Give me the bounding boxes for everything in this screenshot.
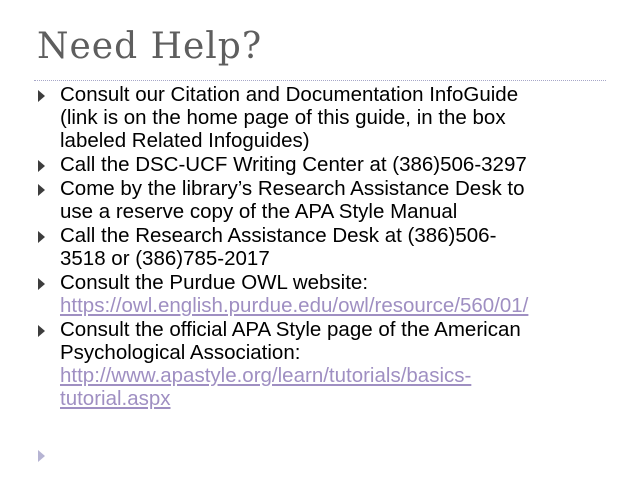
item-text-line: Consult our Citation and Documentation InfoGuide [60, 83, 519, 106]
apa-style-link-continued[interactable]: tutorial.aspx [60, 386, 171, 410]
triangle-bullet-icon [38, 325, 45, 337]
apa-style-link[interactable]: http://www.apastyle.org/learn/tutorials/basics- [60, 364, 472, 388]
help-list [32, 84, 612, 412]
triangle-bullet-icon [38, 90, 45, 102]
triangle-bullet-icon [38, 231, 45, 243]
item-text-line: Come by the library’s Research Assistance Desk to [60, 177, 525, 201]
item-text-line: 3518 or (386)785-2017 [60, 247, 270, 271]
list-item-research-desk-phone [32, 225, 612, 271]
purdue-owl-link[interactable]: https://owl.english.purdue.edu/owl/resource/560/01/ [60, 294, 529, 318]
item-text-line: (link is on the home page of this guide, in the box [60, 105, 506, 129]
item-text-line: Psychological Association: [60, 341, 301, 365]
item-text-line: Consult the official APA Style page of the American [60, 318, 521, 342]
item-text-line: use a reserve copy of the APA Style Manual [60, 199, 458, 223]
item-text-line: Call the Research Assistance Desk at (386)506- [60, 224, 497, 248]
slide-title: Need Help? [37, 26, 263, 67]
faint-triangle-bullet-icon [38, 450, 45, 462]
list-item-writing-center [32, 154, 612, 177]
list-item-apa-style [32, 319, 612, 410]
title-divider [34, 80, 606, 81]
triangle-bullet-icon [38, 278, 45, 290]
triangle-bullet-icon [38, 184, 45, 196]
item-text-line: Call the DSC-UCF Writing Center at (386)506-3297 [60, 152, 527, 176]
item-text-line: Consult the Purdue OWL website: [60, 271, 369, 295]
list-item-citation-infoguide [32, 84, 612, 152]
list-item-purdue-owl [32, 272, 612, 318]
item-text-line: labeled Related Infoguides) [60, 128, 310, 152]
triangle-bullet-icon [38, 160, 45, 172]
list-item-research-desk-visit [32, 178, 612, 224]
